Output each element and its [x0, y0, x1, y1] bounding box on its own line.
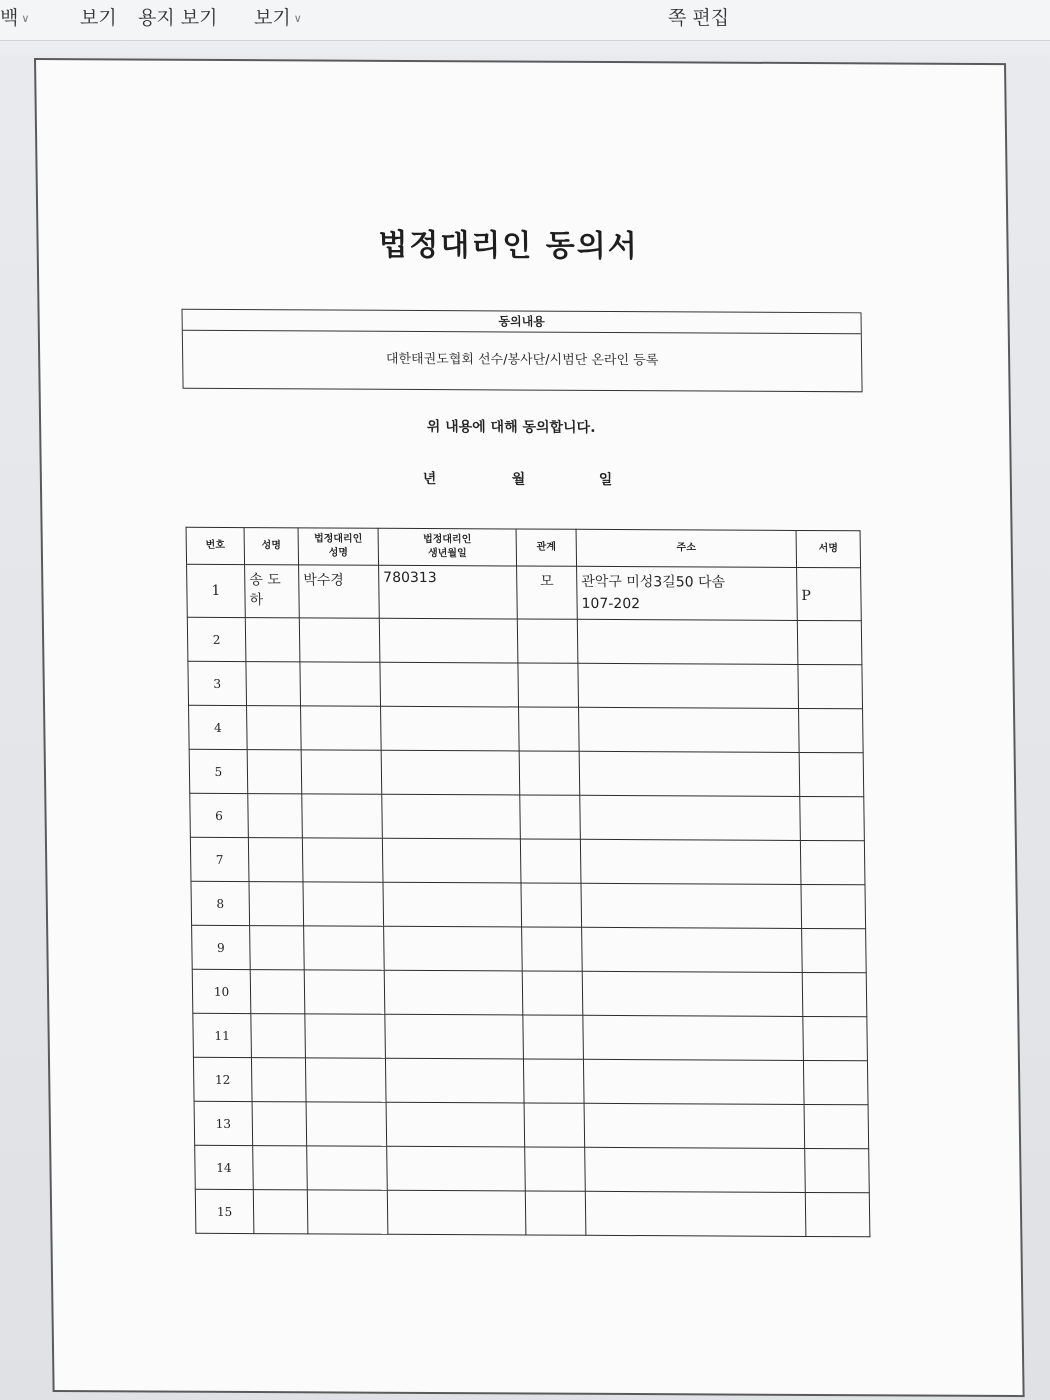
cell-name [253, 1146, 308, 1190]
cell-relation [521, 883, 582, 927]
cell-relation [520, 839, 581, 883]
row-number: 14 [195, 1145, 254, 1189]
row-number: 4 [189, 705, 248, 749]
table-row [193, 1057, 868, 1105]
cell-signature [797, 620, 862, 664]
cell-guardian-name [304, 970, 385, 1014]
cell-address [580, 795, 801, 840]
col-guardian-name [298, 528, 379, 565]
cell-signature [805, 1148, 870, 1192]
col-no: 번호 [186, 527, 245, 564]
cell-name-line2: 하 [249, 592, 264, 609]
table-row [187, 617, 862, 665]
table-row [192, 969, 867, 1017]
cell-name [251, 1058, 306, 1102]
cell-address-line2: 107-202 [581, 595, 641, 613]
cell-signature [803, 1016, 868, 1060]
paper-view-menu[interactable] [138, 4, 217, 32]
cell-relation [523, 1015, 584, 1059]
cell-signature [800, 796, 865, 840]
cell-address [579, 751, 800, 796]
cell-guardian-name [304, 926, 385, 970]
cell-guardian-birth [385, 1058, 524, 1103]
cell-relation [520, 795, 581, 839]
col-guardian-birth-line1: 법정대리인 [422, 534, 472, 546]
col-guardian-birth [378, 528, 517, 566]
cell-guardian-name [300, 662, 381, 706]
cell-signature [799, 752, 864, 796]
cell-relation [519, 707, 580, 751]
cell-guardian-name [302, 838, 383, 882]
cell-name [248, 794, 303, 838]
view-dropdown-label: 보기 [254, 7, 291, 29]
cell-address [577, 566, 798, 620]
table-header-row [186, 527, 861, 568]
cell-signature [801, 884, 866, 928]
col-signature: 서명 [796, 530, 861, 567]
cell-signature [798, 664, 863, 708]
cell-signature [803, 1060, 868, 1104]
row-number: 12 [193, 1057, 252, 1101]
cell-guardian-birth [386, 1102, 525, 1147]
table-row [189, 749, 864, 797]
chevron-down-icon: ∨ [21, 12, 30, 25]
cell-guardian-birth: 780313 [379, 565, 518, 619]
document-page[interactable] [34, 58, 1025, 1397]
cell-guardian-birth [380, 662, 519, 707]
table-row [191, 881, 866, 929]
page-edit-button[interactable] [668, 4, 729, 32]
cell-relation [519, 751, 580, 795]
toolbar [0, 0, 1050, 41]
cell-guardian-birth [385, 1014, 524, 1059]
cell-name [245, 565, 300, 618]
cell-guardian-name [302, 794, 383, 838]
cell-guardian-name [301, 706, 382, 750]
table-row [195, 1145, 870, 1193]
cell-relation [525, 1191, 586, 1235]
row-number: 13 [194, 1101, 253, 1145]
cell-address [584, 1103, 805, 1148]
cell-address [579, 707, 800, 752]
col-relation: 관계 [516, 529, 577, 566]
cell-relation: 모 [517, 566, 578, 619]
cell-name [247, 706, 302, 750]
table-row [193, 1013, 868, 1061]
row-number: 1 [187, 564, 246, 617]
cell-relation [523, 1059, 584, 1103]
cell-address [585, 1191, 806, 1236]
row-number: 15 [195, 1189, 254, 1233]
cell-name [249, 882, 304, 926]
view-dropdown[interactable] [254, 4, 302, 32]
cell-name [251, 1014, 306, 1058]
cell-signature [799, 708, 864, 752]
row-number: 11 [193, 1013, 252, 1057]
guardian-table [186, 527, 871, 1238]
page-edit-label: 쪽 편집 [668, 7, 730, 29]
agree-statement: 위 내용에 대해 동의합니다. [426, 419, 596, 436]
cell-relation [518, 663, 579, 707]
consent-header: 동의내용 [183, 310, 861, 335]
col-name: 성명 [244, 528, 299, 565]
table-row [192, 925, 867, 973]
row-number: 7 [190, 837, 249, 881]
cell-address [580, 839, 801, 884]
date-day: 일 [598, 471, 613, 488]
cell-relation [525, 1147, 586, 1191]
page-title: 법정대리인 동의서 [378, 227, 639, 265]
table-row [195, 1189, 870, 1237]
row-number: 5 [189, 749, 248, 793]
cell-guardian-birth [383, 882, 522, 927]
cell-signature: P [797, 567, 862, 620]
cell-guardian-name [306, 1102, 387, 1146]
toolbar-cutoff-label: 백 [0, 7, 19, 29]
cell-guardian-birth [384, 970, 523, 1015]
cell-name [250, 970, 305, 1014]
table-row [187, 564, 862, 621]
cell-address [582, 971, 803, 1016]
cell-address [578, 663, 799, 708]
cell-guardian-birth [381, 706, 520, 751]
cell-name [253, 1190, 308, 1234]
row-number: 6 [190, 793, 249, 837]
table-row [190, 837, 865, 885]
cell-name [245, 618, 300, 662]
cell-guardian-name [303, 882, 384, 926]
view-menu-label: 보기 [80, 7, 117, 29]
cell-guardian-name [301, 750, 382, 794]
table-row [188, 661, 863, 709]
cell-relation [524, 1103, 585, 1147]
cell-relation [522, 927, 583, 971]
date-month: 월 [511, 471, 526, 488]
cell-signature [800, 840, 865, 884]
consent-body: 대한태권도협회 선수/봉사단/시범단 온라인 등록 [385, 351, 659, 369]
cell-signature [802, 928, 867, 972]
cell-name [247, 750, 302, 794]
cell-guardian-birth [382, 794, 521, 839]
cell-guardian-birth [387, 1190, 526, 1235]
table-row [194, 1101, 869, 1149]
cell-guardian-name [307, 1146, 388, 1190]
col-guardian-birth-line2: 생년월일 [427, 548, 467, 560]
cell-relation [517, 619, 578, 663]
cell-name-line1: 송 도 [249, 572, 281, 589]
cell-address [585, 1147, 806, 1192]
consent-box [181, 309, 862, 393]
cell-signature [804, 1104, 869, 1148]
cell-guardian-birth [379, 618, 518, 663]
toolbar-cutoff-menu[interactable] [0, 4, 29, 32]
table-row [190, 793, 865, 841]
col-address: 주소 [576, 529, 797, 567]
table-row [189, 705, 864, 753]
cell-guardian-name [305, 1058, 386, 1102]
cell-signature [802, 972, 867, 1016]
cell-address [581, 883, 802, 928]
cell-guardian-birth [387, 1146, 526, 1191]
paper-view-label: 용지 보기 [138, 7, 218, 29]
cell-name [246, 662, 301, 706]
cell-address [582, 927, 803, 972]
chevron-down-icon: ∨ [293, 12, 302, 25]
cell-name [248, 838, 303, 882]
cell-address [577, 619, 798, 664]
cell-guardian-birth [382, 838, 521, 883]
cell-guardian-birth [381, 750, 520, 795]
view-menu[interactable] [80, 4, 117, 32]
cell-guardian-name [307, 1190, 388, 1234]
cell-address [583, 1059, 804, 1104]
cell-address [583, 1015, 804, 1060]
row-number: 8 [191, 881, 250, 925]
cell-guardian-name [305, 1014, 386, 1058]
col-guardian-name-line1: 법정대리인 [313, 533, 363, 545]
col-guardian-name-line2: 성명 [328, 547, 349, 559]
cell-address-line1: 관악구 미성3길50 다솜 [581, 573, 726, 591]
page-content [36, 60, 1023, 1395]
cell-name [250, 926, 305, 970]
cell-relation [522, 971, 583, 1015]
cell-signature [805, 1192, 870, 1236]
cell-guardian-name [299, 618, 380, 662]
cell-name [252, 1102, 307, 1146]
cell-guardian-name: 박수경 [299, 565, 380, 618]
row-number: 9 [192, 925, 251, 969]
date-line [42, 466, 982, 493]
row-number: 10 [192, 969, 251, 1013]
row-number: 2 [187, 617, 246, 661]
cell-guardian-birth [384, 926, 523, 971]
row-number: 3 [188, 661, 247, 705]
date-year: 년 [422, 471, 437, 488]
